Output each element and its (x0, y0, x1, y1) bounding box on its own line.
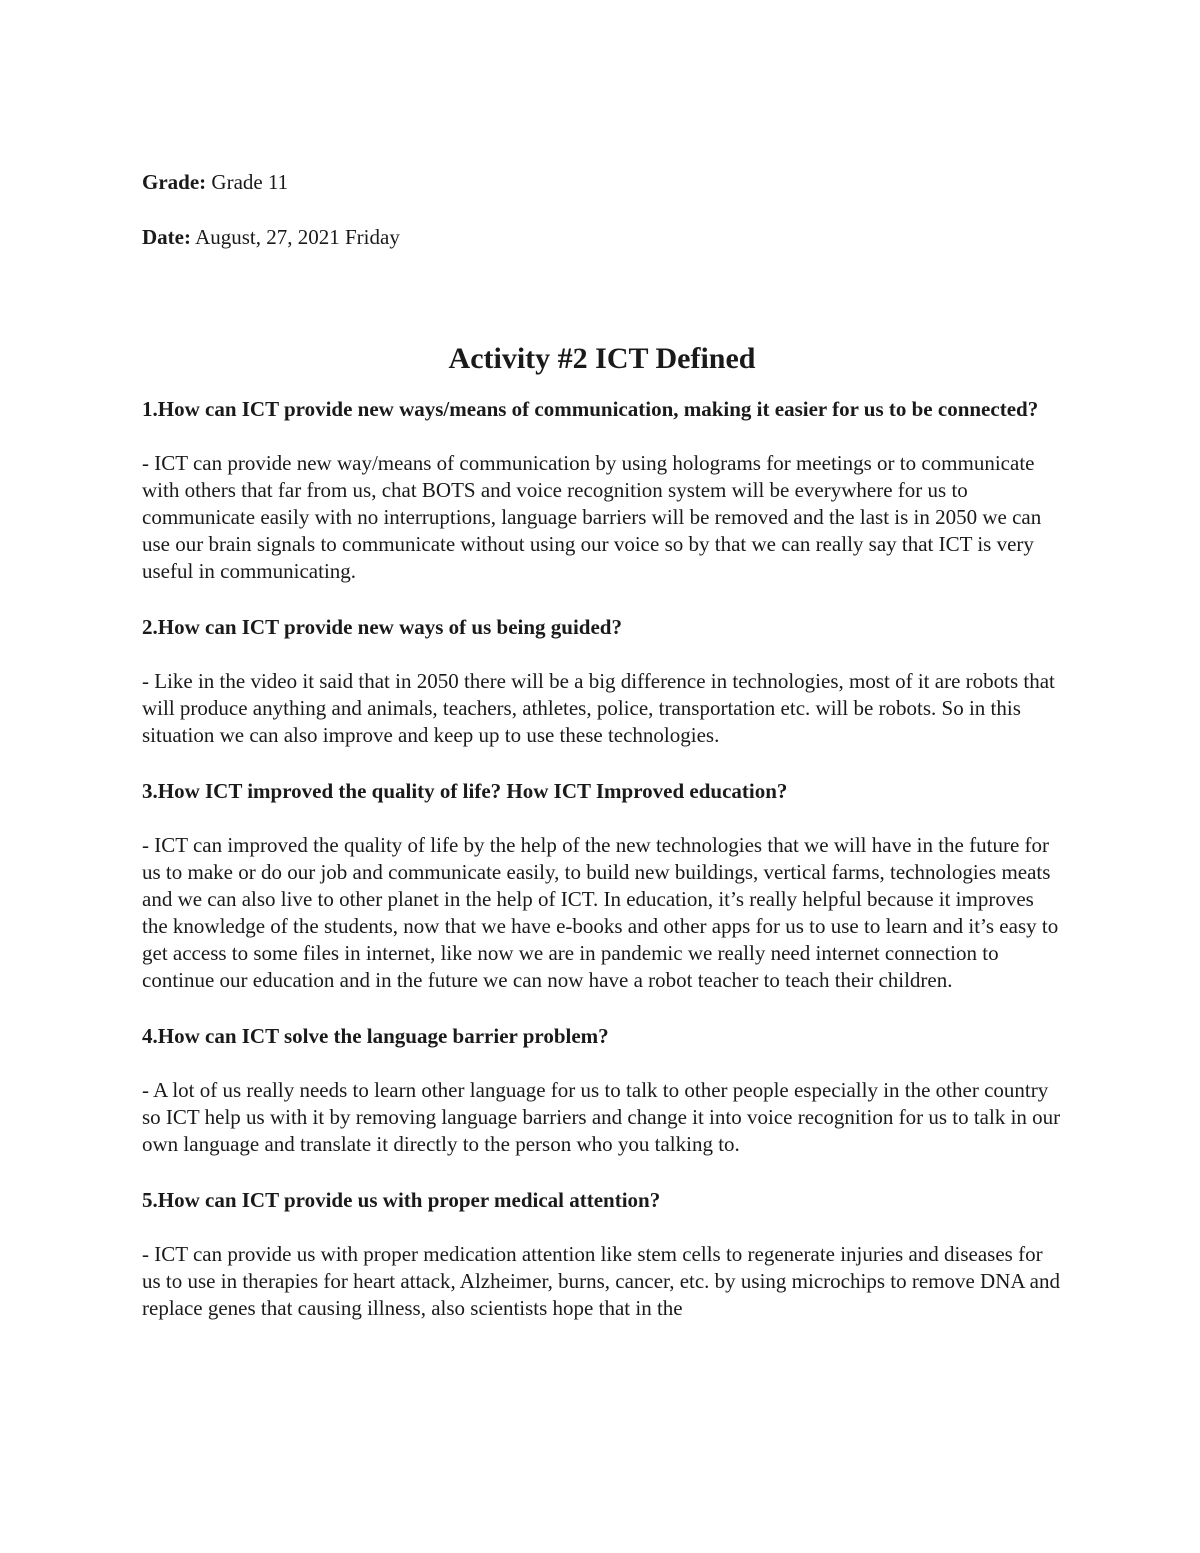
answer-1: - ICT can provide new way/means of communication by using holograms for meetings or to communicate with others that far from us, chat BOTS and voice recognition system will be everywhere for us to communicate easily with no interruptions, language barriers will be removed and the last is in 2050 we can use our brain signals to communicate without using our voice so by that we can really say that ICT is very useful in communicating. (142, 451, 1042, 583)
page-title: Activity #2 ICT Defined (448, 342, 756, 375)
question-1: 1.How can ICT provide new ways/means of communication, making it easier for us to be connected? (142, 397, 1039, 421)
date-value: August, 27, 2021 Friday (190, 225, 400, 249)
question-block-1 (142, 396, 1062, 585)
question-block-2 (142, 614, 1062, 749)
date-line (142, 223, 1062, 251)
question-4: 4.How can ICT solve the language barrier problem? (142, 1024, 609, 1048)
answer-2: - Like in the video it said that in 2050 there will be a big difference in technologies, most of it are robots that will produce anything and animals, teachers, athletes, police, transportation etc. will be robots. So in this situation we can also improve and keep up to use these technologies. (142, 669, 1055, 747)
answer-3: - ICT can improved the quality of life by the help of the new technologies that we will have in the future for us to make or do our job and communicate easily, to build new buildings, vertical farms, technologies meats and we can also live to other planet in the help of ICT. In education, it’s really helpful because it improves the knowledge of the students, now that we have e-books and other apps for us to use to learn and it’s easy to get access to some files in internet, like now we are in pandemic we really need internet connection to continue our education and in the future we can now have a robot teacher to teach their children. (142, 833, 1059, 992)
question-3: 3.How ICT improved the quality of life? How ICT Improved education? (142, 779, 788, 803)
grade-line (142, 168, 1062, 196)
answer-4: - A lot of us really needs to learn other language for us to talk to other people especially in the other country so ICT help us with it by removing language barriers and change it into voice recognition for us to talk in our own language and translate it directly to the person who you talking to. (142, 1078, 1061, 1156)
date-label: Date: (142, 225, 191, 249)
answer-5: - ICT can provide us with proper medication attention like stem cells to regenerate injuries and diseases for us to use in therapies for heart attack, Alzheimer, burns, cancer, etc. by using microchips to remove DNA and replace genes that causing illness, also scientists hope that in the (142, 1242, 1060, 1320)
question-5: 5.How can ICT provide us with proper medical attention? (142, 1188, 661, 1212)
question-2: 2.How can ICT provide new ways of us being guided? (142, 615, 622, 639)
grade-value: Grade 11 (206, 170, 289, 194)
document-content (142, 168, 1062, 1322)
question-block-5 (142, 1187, 1062, 1322)
question-block-3 (142, 778, 1062, 994)
grade-label: Grade: (142, 170, 207, 194)
question-block-4 (142, 1023, 1062, 1158)
